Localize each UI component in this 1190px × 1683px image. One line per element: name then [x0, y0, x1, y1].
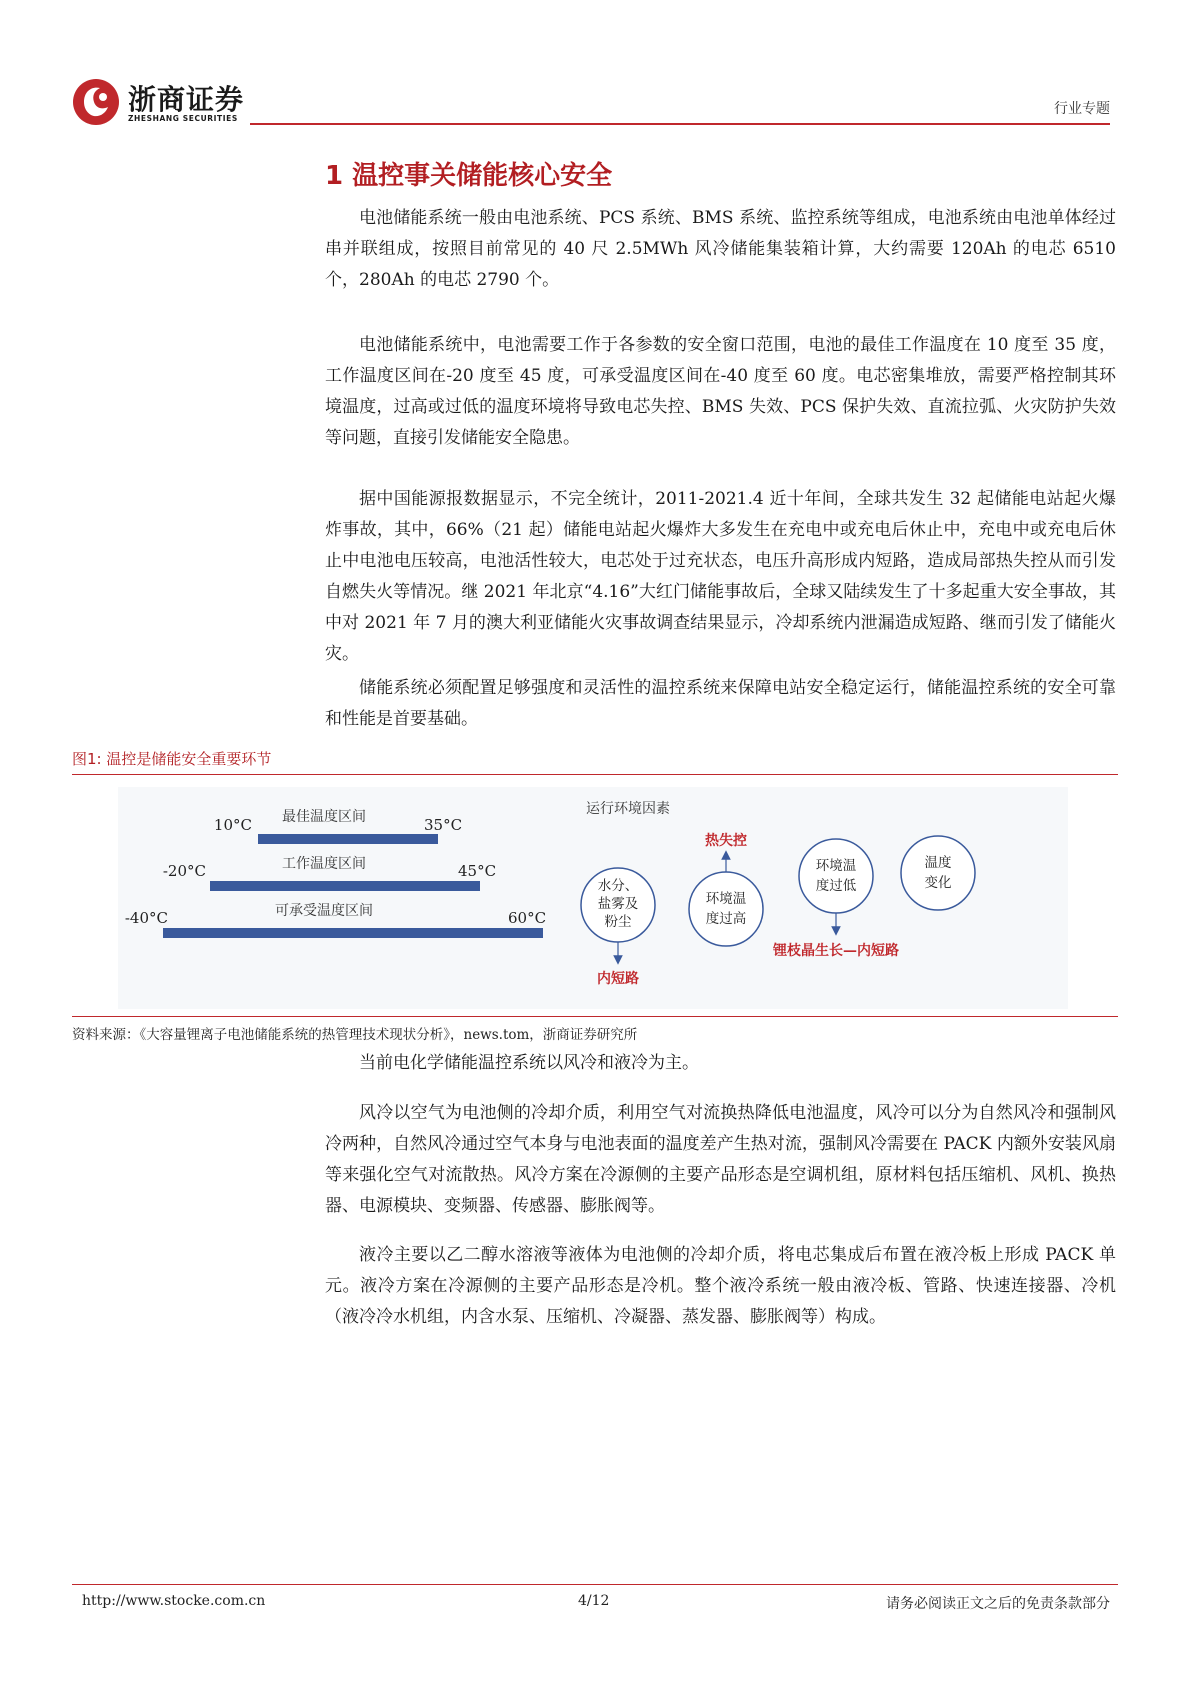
- brand-name-cn: 浙商证券: [128, 83, 245, 116]
- figure-diagram: [118, 787, 1068, 1009]
- circle-high-temp-line2: 度过高: [705, 911, 747, 927]
- env-factors-title: 运行环境因素: [586, 801, 670, 817]
- paragraph: 当前电化学储能温控系统以风冷和液冷为主。: [359, 1053, 699, 1073]
- range-label-tolerable: 可承受温度区间: [275, 903, 373, 919]
- figure-caption: 图1: 温控是储能安全重要环节: [72, 750, 272, 768]
- footer-website-link[interactable]: http://www.stocke.com.cn: [82, 1593, 266, 1609]
- circle-high-temp-line1: 环境温: [705, 891, 747, 907]
- circle-moisture-line3: 粉尘: [604, 914, 632, 930]
- outcome-dendrite: 锂枝晶生长—内短路: [773, 943, 899, 959]
- figure-source: 资料来源：《大容量锂离子电池储能系统的热管理技术现状分析》，news.tom，浙商证券研究所: [72, 1027, 638, 1043]
- range-bar-optimal: [258, 834, 438, 844]
- range-label-optimal: 最佳温度区间: [282, 809, 366, 825]
- footer-disclaimer: 请务必阅读正文之后的免责条款部分: [886, 1596, 1110, 1612]
- figure-divider-top: [72, 774, 1118, 775]
- paragraph: 液冷主要以乙二醇水溶液等液体为电池侧的冷却介质，将电芯集成后布置在液冷板上形成 PACK 单元。液冷方案在冷源侧的主要产品形态是冷机。整个液冷系统一般由液冷板、管路、快速连接器、冷机（液冷冷水机组，内含水泵、压缩机、冷凝器、蒸发器、膨胀阀等）构成。: [325, 1245, 1116, 1327]
- page-number: 4/12: [578, 1593, 610, 1609]
- circle-temp-change-line2: 变化: [924, 875, 952, 891]
- range-min-working: -20°C: [162, 862, 206, 880]
- range-min-optimal: 10°C: [213, 816, 252, 834]
- range-bar-working: [210, 881, 480, 891]
- circle-temp-change: [901, 836, 975, 910]
- circle-moisture-line2: 盐雾及: [597, 896, 639, 912]
- circle-low-temp-line1: 环境温: [815, 858, 857, 874]
- figure-temperature-control: [118, 787, 1068, 1009]
- paragraph: 风冷以空气为电池侧的冷却介质，利用空气对流换热降低电池温度，风冷可以分为自然风冷和强制风冷两种，自然风冷通过空气本身与电池表面的温度差产生热对流，强制风冷需要在 PACK 内额外安装风扇等来强化空气对流散热。风冷方案在冷源侧的主要产品形态是空调机组，原材料包括压缩机、风机、换热器、电源模块、变频器、传感器、膨胀阀等。: [325, 1103, 1116, 1216]
- footer-divider: [72, 1584, 1118, 1585]
- outcome-thermal-runaway: 热失控: [705, 833, 747, 849]
- paragraph: 储能系统必须配置足够强度和灵活性的温控系统来保障电站安全稳定运行，储能温控系统的安全可靠和性能是首要基础。: [325, 678, 1116, 729]
- range-max-working: 45°C: [458, 862, 497, 880]
- circle-moisture-line1: 水分、: [597, 878, 639, 894]
- company-logo: [70, 76, 248, 126]
- range-label-working: 工作温度区间: [282, 856, 366, 872]
- paragraph: 电池储能系统中，电池需要工作于各参数的安全窗口范围，电池的最佳工作温度在 10 度至 35 度，工作温度区间在-20 度至 45 度，可承受温度区间在-40 度至 60 度。电芯密集堆放，需要严格控制其环境温度，过高或过低的温度环境将导致电芯失控、BMS 失效、PCS 保护失效、直流拉弧、火灾防护失效等问题，直接引发储能安全隐患。: [325, 335, 1116, 448]
- paragraph: 电池储能系统一般由电池系统、PCS 系统、BMS 系统、监控系统等组成，电池系统由电池单体经过串并联组成，按照目前常见的 40 尺 2.5MWh 风冷储能集装箱计算，大约需要 120Ah 的电芯 6510 个，280Ah 的电芯 2790 个。: [325, 208, 1116, 290]
- figure-divider-bottom: [72, 1016, 1118, 1017]
- header-divider: [250, 123, 1110, 125]
- section-title: 1 温控事关储能核心安全: [325, 161, 613, 191]
- range-max-tolerable: 60°C: [508, 909, 547, 927]
- range-min-tolerable: -40°C: [124, 909, 168, 927]
- circle-high-temp: [689, 872, 763, 946]
- brand-name-en: ZHESHANG SECURITIES: [128, 114, 238, 123]
- circle-temp-change-line1: 温度: [924, 855, 952, 871]
- logo-emblem-icon: [70, 76, 122, 128]
- outcome-short-circuit: 内短路: [597, 971, 639, 987]
- circle-low-temp: [799, 839, 873, 913]
- circle-low-temp-line2: 度过低: [815, 878, 857, 894]
- paragraph: 据中国能源报数据显示，不完全统计，2011-2021.4 近十年间，全球共发生 32 起储能电站起火爆炸事故，其中，66%（21 起）储能电站起火爆炸大多发生在充电中或充电后休止中，充电中或充电后休止中电池电压较高，电池活性较大，电芯处于过充状态，电压升高形成内短路，造成局部热失控从而引发自燃失火等情况。继 2021 年北京“4.16”大红门储能事故后，全球又陆续发生了十多起重大安全事故，其中对 2021 年 7 月的澳大利亚储能火灾事故调查结果显示，冷却系统内泄漏造成短路、继而引发了储能火灾。: [325, 489, 1116, 664]
- range-bar-tolerable: [163, 928, 543, 938]
- report-type-tag: 行业专题: [1054, 101, 1110, 117]
- range-max-optimal: 35°C: [424, 816, 463, 834]
